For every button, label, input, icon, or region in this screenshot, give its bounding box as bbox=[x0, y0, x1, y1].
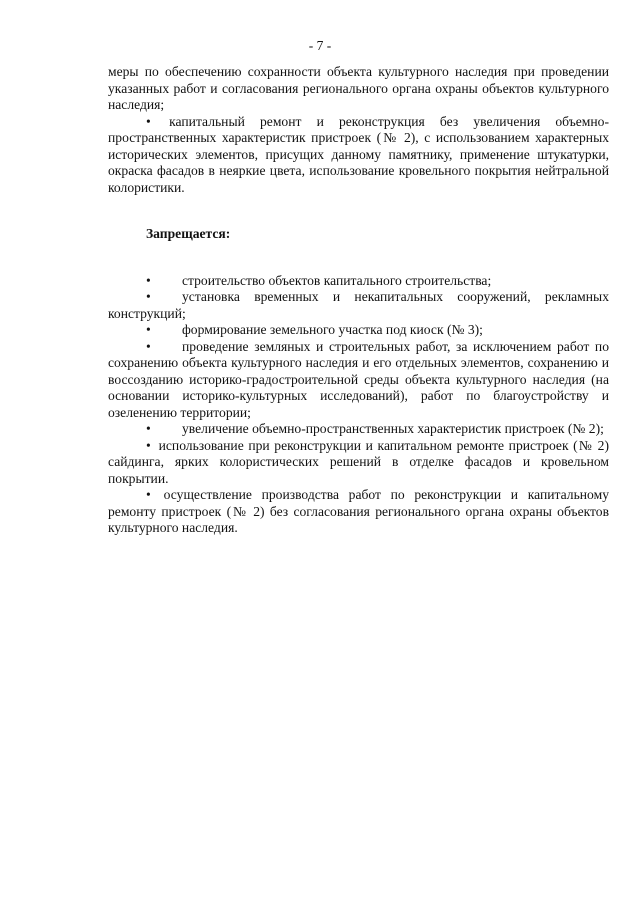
list-item-text: использование при реконструкции и капитальном ремонте пристроек (№ 2) сайдинга, ярких колористических решений в отделке фасадов и кровельном покрытии. bbox=[108, 437, 609, 486]
bullet-icon: • bbox=[146, 272, 151, 288]
list-item bbox=[108, 339, 609, 422]
bullet-icon: • bbox=[146, 437, 151, 453]
list-item bbox=[108, 487, 609, 537]
continuation-paragraph: меры по обеспечению сохранности объекта культурного наследия при проведении указанных работ и согласования регионального органа охраны объектов культурного наследия; bbox=[108, 64, 609, 112]
list-item bbox=[108, 421, 609, 438]
list-item bbox=[108, 438, 609, 488]
page-number: - 7 - bbox=[308, 38, 332, 53]
prohibited-list bbox=[108, 273, 609, 537]
list-item bbox=[108, 273, 609, 290]
bullet-icon: • bbox=[146, 113, 151, 129]
list-item-text: увеличение объемно-пространственных характеристик пристроек (№ 2); bbox=[182, 421, 604, 436]
permitted-item bbox=[108, 114, 609, 197]
section-heading: Запрещается: bbox=[146, 226, 231, 241]
list-item-text: установка временных и некапитальных сооружений, рекламных конструкций; bbox=[108, 289, 609, 321]
list-item-text: осуществление производства работ по реконструкции и капитальному ремонту пристроек (№ 2) без согласования регионального органа охраны объектов культурного наследия. bbox=[108, 487, 609, 535]
list-item-text: проведение земляных и строительных работ, за исключением работ по сохранению объекта культурного наследия и его отдельных элементов, сохранению и воссозданию историко-градостроительной среды объекта культурного наследия (на основании историко-культурных исследований), работ по благоустройству и озеленению территории; bbox=[108, 338, 609, 420]
list-item bbox=[108, 322, 609, 339]
bullet-icon: • bbox=[146, 322, 151, 337]
list-item-text: формирование земельного участка под киоск (№ 3); bbox=[182, 322, 483, 337]
bullet-icon: • bbox=[146, 421, 151, 436]
permitted-item-text: капитальный ремонт и реконструкция без увеличения объемно-пространственных характеристик пристроек (№ 2), с использованием характерных исторических элементов, присущих данному памятнику, применение штукатурки, окраска фасадов в неяркие цвета, использование кровельного покрытия нейтральной колористики. bbox=[108, 113, 609, 195]
bullet-icon: • bbox=[146, 289, 151, 304]
list-item-text: строительство объектов капитального строительства; bbox=[182, 272, 492, 288]
list-item bbox=[108, 289, 609, 322]
bullet-icon: • bbox=[146, 487, 151, 502]
bullet-icon: • bbox=[146, 338, 151, 354]
document-body bbox=[108, 64, 609, 537]
